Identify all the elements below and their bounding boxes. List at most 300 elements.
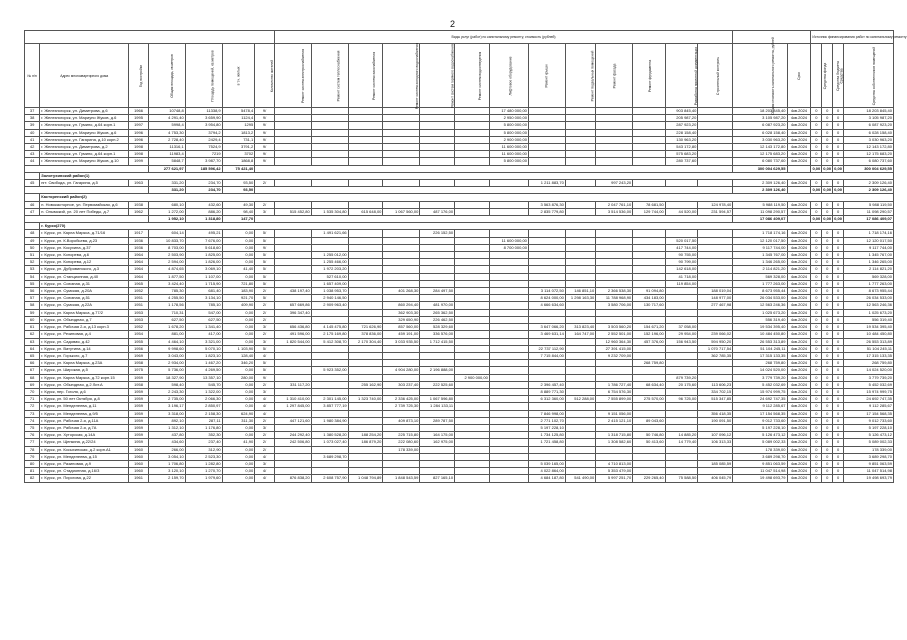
table-header-row <box>25 44 894 108</box>
table-row <box>25 352 894 359</box>
table-cell: 721 626,90 <box>348 324 383 331</box>
table-cell: 0 <box>822 324 833 331</box>
table-cell: 9/ <box>255 136 275 143</box>
table-cell: 98,40 <box>222 208 255 215</box>
table-cell: 4 710 813,00 <box>596 460 633 467</box>
table-cell: 1 715,90 <box>185 280 222 287</box>
table-cell <box>565 360 595 367</box>
table-cell <box>311 374 348 381</box>
table-cell <box>420 460 455 467</box>
table-cell <box>420 360 455 367</box>
table-cell: 15 974 999,75 <box>733 388 787 395</box>
table-cell: 5 452 032,69 <box>843 381 893 388</box>
table-cell: 5 126 473,12 <box>733 432 787 439</box>
table-cell: 4кв.2024 <box>787 367 811 374</box>
table-cell: 226 462,50 <box>420 316 455 323</box>
table-cell: 352,30 <box>185 432 222 439</box>
subtotal-row <box>25 216 894 223</box>
table-cell: 1952 <box>129 288 149 295</box>
table-cell <box>489 288 528 295</box>
table-cell: 4кв.2024 <box>787 122 811 129</box>
table-cell: 231 594,57 <box>698 208 733 215</box>
table-cell <box>455 453 490 460</box>
table-cell: 2/ <box>255 316 275 323</box>
table-cell <box>665 295 698 302</box>
table-cell: 5/ <box>255 266 275 273</box>
table-row <box>25 374 894 381</box>
table-cell: г. Курск, ул. Менделеева, д.11 <box>40 403 129 410</box>
table-cell: 1938 <box>129 201 149 208</box>
table-cell: 0 <box>822 266 833 273</box>
table-cell: 1 048 794,89 <box>348 475 383 482</box>
table-cell <box>596 273 633 280</box>
table-cell: 68 634,40 <box>633 381 666 388</box>
table-cell: 12 960 364,30 <box>596 338 633 345</box>
table-cell: 3794,2 <box>185 129 222 136</box>
table-cell <box>274 129 311 136</box>
table-cell: 43 <box>25 151 40 158</box>
table-cell <box>565 115 595 122</box>
table-cell <box>455 273 490 280</box>
table-cell: 0 <box>833 266 844 273</box>
table-cell: 164 747,00 <box>565 331 595 338</box>
table-cell <box>565 302 595 309</box>
table-cell <box>565 158 595 165</box>
table-cell: 9/ <box>255 122 275 129</box>
table-cell: 6 028 158,40 <box>843 129 893 136</box>
table-cell <box>274 388 311 395</box>
table-cell <box>633 374 666 381</box>
table-cell <box>420 108 455 115</box>
table-cell: 3 318,00 <box>148 410 185 417</box>
table-cell <box>698 468 733 475</box>
table-cell: 1965 <box>129 280 149 287</box>
table-cell <box>633 180 666 187</box>
table-cell <box>311 345 348 352</box>
table-cell <box>633 129 666 136</box>
table-cell <box>489 403 528 410</box>
table-cell: г. Курск, ул. Менделеева, д.15 <box>40 453 129 460</box>
column-header: Средства бюджета <box>822 44 833 108</box>
table-cell: 2/ <box>255 309 275 316</box>
table-cell: 7524,9 <box>185 144 222 151</box>
table-cell <box>565 432 595 439</box>
table-cell <box>420 244 455 251</box>
table-row <box>25 460 894 467</box>
table-cell <box>596 144 633 151</box>
table-cell: г. Курск, ул. Конорева, д.12 <box>40 259 129 266</box>
table-cell: 1813,2 <box>222 129 255 136</box>
table-cell <box>565 381 595 388</box>
table-cell: 2 114 821,20 <box>843 266 893 273</box>
table-cell: 265 362,50 <box>420 309 455 316</box>
table-cell <box>420 136 455 143</box>
table-cell: 226 152,50 <box>420 230 455 237</box>
table-cell <box>420 446 455 453</box>
table-cell <box>565 453 595 460</box>
table-cell: 146 851,10 <box>565 288 595 295</box>
table-cell: г. Курск, ул. Союзная, д.31 <box>40 280 129 287</box>
table-cell: 75 421,40 <box>222 165 255 172</box>
table-cell: 1 786 727,40 <box>596 381 633 388</box>
column-header: Ремонт систем теплоснабжения <box>311 44 348 108</box>
table-cell: 2 336 425,00 <box>383 396 420 403</box>
table-cell <box>348 237 383 244</box>
table-cell <box>455 280 490 287</box>
table-cell: 437,80 <box>148 432 185 439</box>
table-cell: 1996 <box>129 136 149 143</box>
table-cell <box>311 158 348 165</box>
table-cell <box>455 288 490 295</box>
table-cell: 0 <box>822 244 833 251</box>
table-cell: 1 308 582,60 <box>596 439 633 446</box>
table-cell <box>274 158 311 165</box>
table-cell: 12 143 172,80 <box>843 144 893 151</box>
table-cell <box>455 316 490 323</box>
table-cell: 2/ <box>255 180 275 187</box>
table-cell: 1964 <box>129 252 149 259</box>
table-cell <box>489 302 528 309</box>
table-cell <box>455 345 490 352</box>
region-row <box>25 194 894 201</box>
table-cell <box>455 237 490 244</box>
table-cell <box>596 136 633 143</box>
table-cell <box>698 158 733 165</box>
table-cell: 313 823,40 <box>565 324 595 331</box>
table-cell: 6 312 360,00 <box>528 396 565 403</box>
table-cell <box>698 374 733 381</box>
table-cell <box>274 244 311 251</box>
table-cell <box>633 424 666 431</box>
table-cell: 1 678,20 <box>148 324 185 331</box>
table-cell <box>348 367 383 374</box>
table-cell: 3 659,90 <box>185 115 222 122</box>
table-cell <box>565 122 595 129</box>
table-cell: 3 114 072,50 <box>528 288 565 295</box>
table-cell: 148 977,00 <box>698 295 733 302</box>
table-cell <box>455 417 490 424</box>
table-cell: 3 069,10 <box>185 266 222 273</box>
table-cell: 903 845,40 <box>665 108 698 115</box>
table-cell <box>596 129 633 136</box>
table-cell: 0 <box>833 259 844 266</box>
table-cell: 225 715,80 <box>383 432 420 439</box>
table-cell: 1295 <box>222 122 255 129</box>
table-cell <box>565 316 595 323</box>
table-cell: 5 126 473,12 <box>843 432 893 439</box>
table-cell: 7 676,00 <box>185 237 222 244</box>
table-cell: 75 588,50 <box>665 475 698 482</box>
column-header: Средства собственников помещений <box>843 44 893 108</box>
table-cell: 2 835 779,80 <box>528 208 565 215</box>
table-cell <box>565 208 595 215</box>
table-cell: 4кв.2024 <box>787 129 811 136</box>
table-cell <box>348 244 383 251</box>
table-cell: Касторенский район(2) <box>40 194 894 201</box>
table-cell <box>348 410 383 417</box>
table-cell <box>274 367 311 374</box>
works-group-header: Виды услуг (работ) по капитальному ремонту, стоимость (рублей) <box>274 31 732 44</box>
table-cell: 417,00 <box>185 331 222 338</box>
table-cell: 1 255 012,00 <box>311 252 348 259</box>
table-cell: 0 <box>811 273 822 280</box>
table-cell <box>420 237 455 244</box>
table-cell: 0 <box>822 180 833 187</box>
table-cell: 183,90 <box>222 288 255 295</box>
table-cell <box>528 136 565 143</box>
table-cell: 9/ <box>255 374 275 381</box>
table-cell: пгт. Свобода, ул. Гагарина, д.5 <box>40 180 129 187</box>
table-cell <box>528 237 565 244</box>
table-cell: 1 972 203,20 <box>311 266 348 273</box>
table-cell: 4 145 475,80 <box>311 324 348 331</box>
table-cell: 5998,4 <box>148 122 185 129</box>
table-cell <box>665 410 698 417</box>
table-cell: 3 647 066,20 <box>528 324 565 331</box>
table-cell: 0 <box>833 158 844 165</box>
table-cell <box>489 208 528 215</box>
table-cell <box>698 446 733 453</box>
table-cell: 0 <box>822 424 833 431</box>
table-cell: 0 <box>833 417 844 424</box>
table-cell: 2 396 457,40 <box>528 381 565 388</box>
table-cell <box>311 136 348 143</box>
table-cell: 0 <box>811 403 822 410</box>
table-cell: 2429,4 <box>185 136 222 143</box>
table-cell <box>596 316 633 323</box>
table-cell: 7 846 998,00 <box>528 410 565 417</box>
table-cell: 1 826,00 <box>185 259 222 266</box>
table-cell <box>528 273 565 280</box>
table-cell <box>698 108 733 115</box>
table-cell <box>565 410 595 417</box>
table-cell: 7 555 899,00 <box>596 396 633 403</box>
table-cell <box>698 453 733 460</box>
table-cell: 119 854,00 <box>665 280 698 287</box>
table-cell: 0 <box>811 252 822 259</box>
table-cell: 11338,9 <box>185 108 222 115</box>
table-cell: 3 054,10 <box>148 453 185 460</box>
table-row <box>25 417 894 424</box>
table-cell: 860 294,40 <box>383 302 420 309</box>
table-cell: 9/ <box>255 115 275 122</box>
table-cell: 0 <box>833 151 844 158</box>
table-row <box>25 201 894 208</box>
table-cell: 0 <box>833 180 844 187</box>
table-row <box>25 252 894 259</box>
table-row <box>25 432 894 439</box>
table-cell <box>383 136 420 143</box>
table-cell: 5 988 119,50 <box>843 201 893 208</box>
table-cell <box>633 367 666 374</box>
table-cell: 2 950 000,00 <box>489 115 528 122</box>
table-cell <box>455 208 490 215</box>
table-cell: 438 197,40 <box>274 288 311 295</box>
table-cell <box>274 352 311 359</box>
table-cell <box>348 273 383 280</box>
table-cell: 4кв.2024 <box>787 252 811 259</box>
table-row <box>25 266 894 273</box>
table-cell: 1 107,00 <box>185 273 222 280</box>
table-cell <box>455 266 490 273</box>
table-cell <box>274 360 311 367</box>
table-cell: 0 <box>811 468 822 475</box>
table-cell: 3 563 876,30 <box>528 201 565 208</box>
table-cell: 11 788 968,90 <box>596 295 633 302</box>
table-cell: 3/ <box>255 460 275 467</box>
table-cell <box>420 280 455 287</box>
table-cell: 457 376,00 <box>633 338 666 345</box>
table-cell <box>565 309 595 316</box>
table-cell <box>665 230 698 237</box>
table-cell: 2 503,90 <box>148 252 185 259</box>
table-cell <box>274 460 311 467</box>
table-cell: г. Курск, ул. Обьездная, д.7 <box>40 316 129 323</box>
table-cell: 12 120 017,50 <box>733 237 787 244</box>
table-cell: 3 134,10 <box>185 295 222 302</box>
table-cell <box>348 352 383 359</box>
table-cell <box>455 424 490 431</box>
column-header: Общая стоимость капитального ремонта, рублей <box>733 44 787 108</box>
table-cell <box>528 316 565 323</box>
table-cell: 41 718,00 <box>665 273 698 280</box>
table-cell <box>633 144 666 151</box>
table-cell <box>596 108 633 115</box>
table-cell: 0 <box>833 345 844 352</box>
table-cell <box>455 403 490 410</box>
table-cell: 0 <box>822 108 833 115</box>
table-cell: 0 <box>822 136 833 143</box>
table-cell <box>25 216 149 223</box>
table-cell: 4 874,65 <box>148 266 185 273</box>
table-cell: 2 900 000,00 <box>455 374 490 381</box>
table-cell: 3 779 739,20 <box>843 374 893 381</box>
table-cell: 18 203 845,40 <box>843 108 893 115</box>
table-cell <box>311 410 348 417</box>
table-cell: 881,00 <box>148 331 185 338</box>
table-row <box>25 158 894 165</box>
table-cell <box>489 295 528 302</box>
table-cell: 5 452 032,69 <box>733 381 787 388</box>
table-cell: 569 328,00 <box>733 273 787 280</box>
table-cell <box>455 410 490 417</box>
table-cell: 0 <box>822 151 833 158</box>
table-cell <box>596 280 633 287</box>
table-cell <box>311 108 348 115</box>
table-cell: 0 <box>833 122 844 129</box>
table-cell: 4 255,50 <box>148 295 185 302</box>
table-cell: 491 596,00 <box>274 331 311 338</box>
table-cell <box>489 345 528 352</box>
column-header: Средства <box>833 44 844 108</box>
table-cell: 0 <box>811 237 822 244</box>
table-cell <box>698 237 733 244</box>
table-cell <box>311 129 348 136</box>
table-cell: 5/ <box>255 259 275 266</box>
table-cell <box>274 237 311 244</box>
table-cell: 4/ <box>255 352 275 359</box>
table-cell: 11 098 290,57 <box>733 208 787 215</box>
table-cell <box>633 460 666 467</box>
table-cell: 54 <box>25 273 40 280</box>
table-cell: 331,20 <box>148 187 185 194</box>
table-cell: 4кв.2024 <box>787 396 811 403</box>
table-cell <box>565 230 595 237</box>
table-cell: 1 310 410,00 <box>274 396 311 403</box>
table-cell: 0 <box>822 453 833 460</box>
table-cell: 3 580 706,00 <box>596 302 633 309</box>
table-cell: 721,80 <box>222 280 255 287</box>
table-cell <box>565 388 595 395</box>
table-cell: 1 272,00 <box>148 208 185 215</box>
column-header: Ремонт систем водоотведения <box>455 44 490 108</box>
table-cell: 12 175 683,20 <box>843 151 893 158</box>
table-cell: 0 <box>833 129 844 136</box>
table-cell: 37 058,00 <box>665 324 698 331</box>
table-cell <box>274 273 311 280</box>
table-row <box>25 208 894 215</box>
table-cell <box>455 252 490 259</box>
table-cell: 74 <box>25 417 40 424</box>
table-cell <box>489 324 528 331</box>
table-cell: 178 339,00 <box>383 446 420 453</box>
table-cell: 17 315 133,35 <box>843 352 893 359</box>
table-cell: 11 047 514,98 <box>733 468 787 475</box>
table-cell: 362 903,30 <box>383 309 420 316</box>
table-cell: г. Курск, ул. Горького, д.7 <box>40 352 129 359</box>
table-cell: 41,90 <box>222 439 255 446</box>
table-cell: 1955 <box>129 338 149 345</box>
column-header: Ремонт крыши <box>528 44 565 108</box>
table-cell: 2/ <box>255 381 275 388</box>
table-cell: 1960 <box>129 468 149 475</box>
table-cell: 51 104 245,11 <box>733 345 787 352</box>
table-row <box>25 136 894 143</box>
table-cell <box>489 266 528 273</box>
table-cell: 2/ <box>255 201 275 208</box>
table-cell: 0 <box>811 158 822 165</box>
table-cell: 1 706,80 <box>148 460 185 467</box>
table-cell: 0,00 <box>222 453 255 460</box>
table-cell: 921,70 <box>222 295 255 302</box>
table-cell <box>348 280 383 287</box>
table-cell <box>348 144 383 151</box>
column-header: Строительный контроль <box>698 44 733 108</box>
table-cell: 1954 <box>129 331 149 338</box>
table-cell: 1 025 673,20 <box>843 309 893 316</box>
table-cell <box>633 136 666 143</box>
table-cell: 2 934,00 <box>148 360 185 367</box>
table-cell: 37 <box>25 108 40 115</box>
table-cell <box>455 331 490 338</box>
table-cell: 1959 <box>129 388 149 395</box>
table-row <box>25 237 894 244</box>
table-cell: 0 <box>833 424 844 431</box>
table-cell <box>383 237 420 244</box>
table-cell <box>528 108 565 115</box>
table-cell <box>311 244 348 251</box>
table-cell: 0 <box>822 295 833 302</box>
table-cell: г. Курск, ул. Союзная, д.51 <box>40 295 129 302</box>
table-cell: 62 <box>25 331 40 338</box>
table-cell: 1959 <box>129 396 149 403</box>
table-cell: 0 <box>811 324 822 331</box>
table-cell: 1956 <box>129 345 149 352</box>
table-cell: 3 514 536,00 <box>596 208 633 215</box>
table-cell <box>455 352 490 359</box>
table-cell <box>698 424 733 431</box>
table-row <box>25 144 894 151</box>
